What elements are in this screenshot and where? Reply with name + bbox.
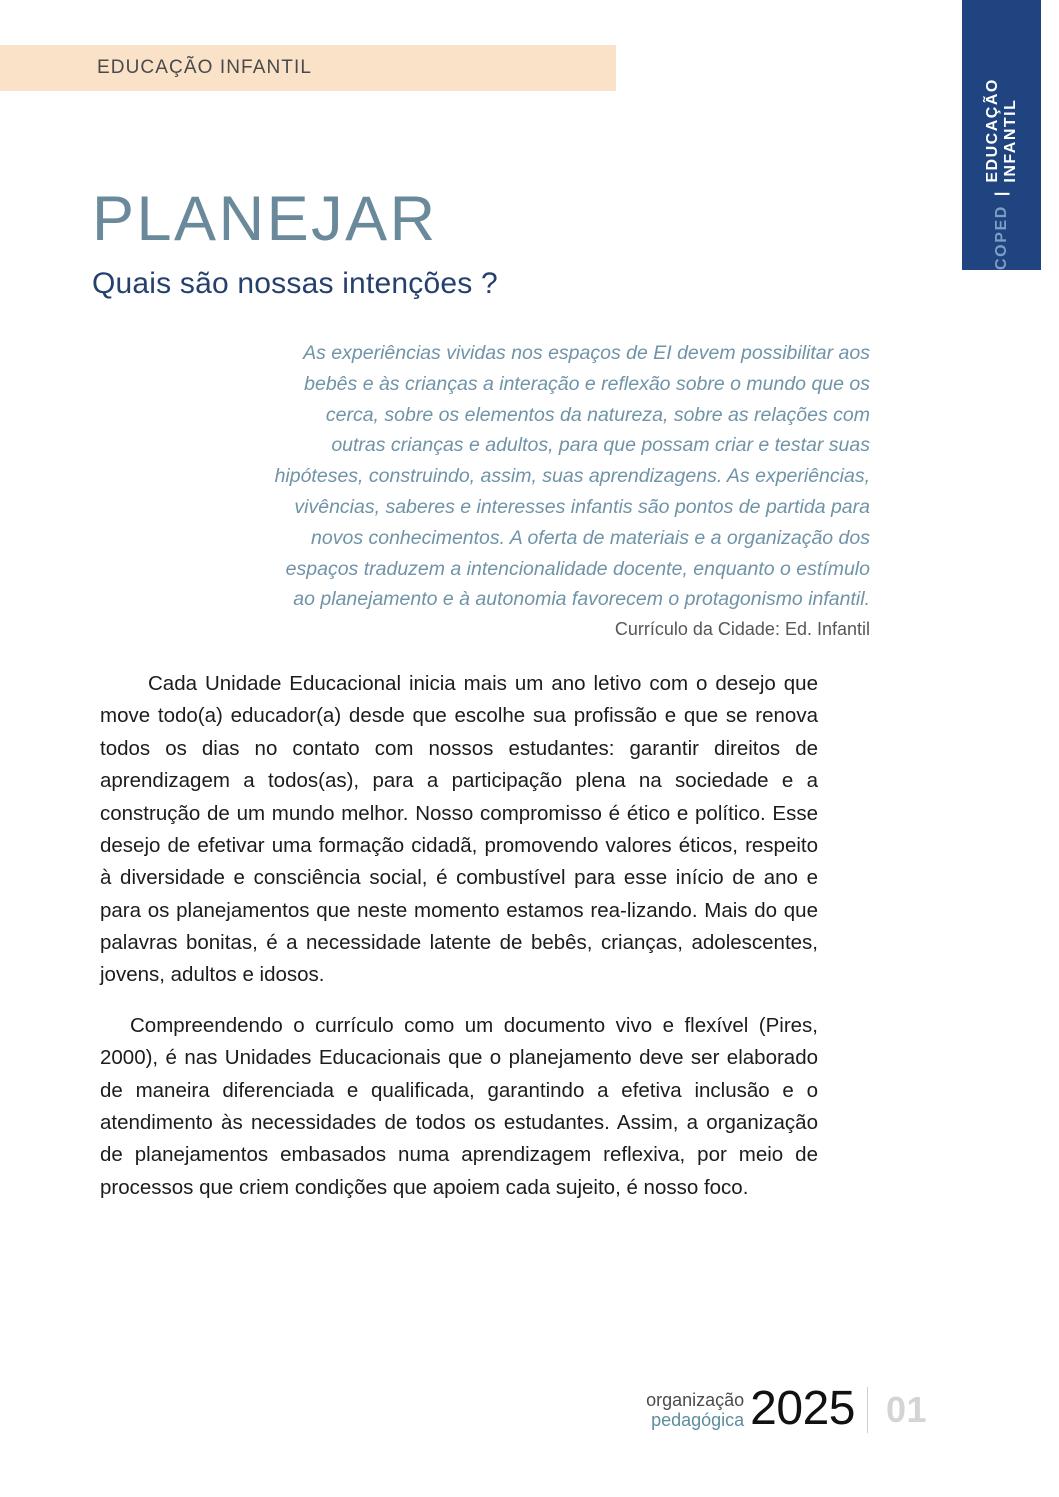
- body-paragraph-2: Compreendendo o currículo como um documento vivo e flexível (Pires, 2000), é nas Unidades Educacionais que o planejamento deve ser elaborado de maneira diferenciada e qualificada, garantindo a efetiva inclusão e o atendimento às necessidades de todos os estudantes. Assim, a organização de planejamentos embasados numa aprendizagem reflexiva, por meio de processos que criem condições que apoiem cada sujeito, é nosso foco.: [100, 1013, 818, 1199]
- page-footer: [646, 1382, 927, 1435]
- side-tab: [962, 0, 1041, 270]
- footer-brand: [646, 1390, 744, 1430]
- epigraph-block: [272, 338, 870, 640]
- title-block: [92, 186, 852, 302]
- epigraph-text: As experiências vividas nos espaços de EI devem possibilitar aos bebês e às crianças a interação e reflexão sobre o mundo que os cerca, sobre os elementos da natureza, sobre as relações com outras crianças e adultos, para que possam criar e testar suas hipóteses, construindo, assim, suas aprendizagens. As experiências, vivências, saberes e interesses infantis são pontos de partida para novos conhecimentos. A oferta de materiais e a organização dos espaços traduzem a intencionalidade docente, enquanto o estímulo ao planejamento e à autonomia favorecem o protagonismo infantil.: [274, 342, 870, 611]
- side-tab-rotated-text: [962, 0, 1041, 270]
- side-tab-separator: |: [992, 191, 1010, 197]
- body-paragraph-1: Cada Unidade Educacional inicia mais um ano letivo com o desejo que move todo(a) educador(a) desde que escolhe sua profissão e que se renova todos os dias no contato com nossos estudantes: garantir direitos de aprendizagem a todos(as), para a participação plena na sociedade e a construção de um mundo melhor. Nosso compromisso é ético e político. Esse desejo de efetivar uma formação cidadã, promovendo valores éticos, respeito à diversidade e consciência social, é combustível para esse início de ano e para os planejamentos que neste momento estamos rea-lizando. Mais do que palavras bonitas, é a necessidade latente de bebês, crianças, adolescentes, jovens, adultos e idosos.: [100, 672, 818, 987]
- side-tab-area-label: EDUCAÇÃO INFANTIL: [983, 78, 1019, 183]
- body-copy: [100, 668, 818, 1222]
- epigraph-source: Currículo da Cidade: Ed. Infantil: [614, 619, 870, 640]
- page-title: PLANEJAR: [92, 184, 438, 254]
- page-number: 01: [885, 1389, 927, 1430]
- side-tab-org-label: COPED: [992, 205, 1010, 270]
- footer-year: 2025: [750, 1382, 855, 1435]
- page-subtitle: Quais são nossas intenções ?: [92, 267, 498, 301]
- category-banner-label: EDUCAÇÃO INFANTIL: [97, 57, 313, 78]
- category-banner: [0, 45, 616, 91]
- footer-brand-line-1: organização: [646, 1389, 745, 1410]
- footer-brand-line-2: pedagógica: [651, 1410, 745, 1430]
- footer-divider: [867, 1387, 868, 1433]
